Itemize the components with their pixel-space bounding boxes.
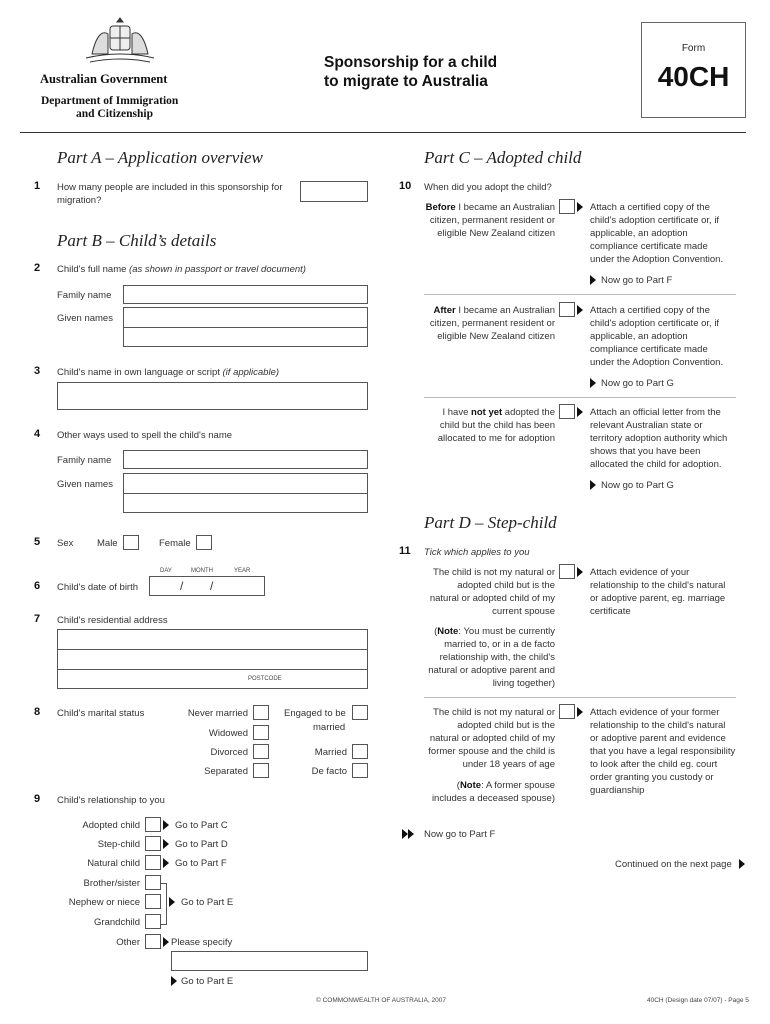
attach3-line2: relevant Australian state or bbox=[590, 420, 703, 431]
group-bracket bbox=[161, 883, 167, 925]
other-label: Other bbox=[116, 937, 140, 948]
ev2-line2: relationship to the child's natural bbox=[590, 720, 726, 731]
opt2-line4: former spouse and the child is bbox=[428, 746, 555, 757]
after-line1: I became an Australian bbox=[455, 305, 555, 316]
female-checkbox[interactable] bbox=[196, 535, 212, 550]
arrow-icon bbox=[577, 407, 583, 417]
not-yet-attach-text bbox=[590, 406, 727, 471]
attach3-line3: territory adoption authority which bbox=[590, 433, 728, 444]
q5-text: Sex bbox=[57, 538, 74, 549]
ev2-line3: or adoptive parent and evidence bbox=[590, 733, 726, 744]
step-child-checkbox[interactable] bbox=[145, 836, 161, 851]
notyet-line3: allocated to me for adoption bbox=[437, 433, 555, 444]
q2-family-name-label: Family name bbox=[57, 290, 112, 301]
q2-note: (as shown in passport or travel document) bbox=[129, 264, 306, 275]
engaged-label: Engaged to be bbox=[284, 708, 346, 719]
attach2-line1: Attach a certified copy of the bbox=[590, 305, 710, 316]
form-label: Form bbox=[681, 43, 706, 54]
adopted-child-label: Adopted child bbox=[82, 820, 140, 831]
postcode-label: POSTCODE bbox=[248, 676, 282, 682]
go-to-part-f: Go to Part F bbox=[175, 858, 227, 869]
opt2-line5: under 18 years of age bbox=[462, 759, 555, 770]
double-arrow-icon bbox=[402, 829, 416, 839]
de-facto-checkbox[interactable] bbox=[352, 763, 368, 778]
after-attach-text bbox=[590, 304, 723, 369]
notyet-line2: child but the child has been bbox=[439, 420, 555, 431]
q8-number: 8 bbox=[34, 706, 41, 718]
arrow-icon bbox=[577, 202, 583, 212]
q1-number: 1 bbox=[34, 180, 41, 192]
not-yet-checkbox[interactable] bbox=[559, 404, 575, 419]
copyright: © COMMONWEALTH OF AUSTRALIA, 2007 bbox=[316, 997, 446, 1004]
opt1-line3: natural or adopted child of my bbox=[429, 593, 555, 604]
divorced-label: Divorced bbox=[210, 747, 248, 758]
attach2-line2: child's adoption certificate or, if bbox=[590, 318, 720, 329]
q9-number: 9 bbox=[34, 793, 41, 805]
ev2-line5: to look after the child eg. court bbox=[590, 759, 718, 770]
section-divider bbox=[424, 697, 736, 698]
input-divider bbox=[58, 649, 367, 650]
opt1-line1: The child is not my natural or bbox=[433, 567, 555, 578]
attach1-line4: compliance certificate made bbox=[590, 241, 708, 252]
please-specify-label: Please specify bbox=[171, 937, 233, 948]
arrow-icon bbox=[590, 275, 596, 285]
now-go-part-f-d: Now go to Part F bbox=[424, 829, 496, 840]
go-to-part-e: Go to Part E bbox=[181, 897, 234, 908]
ev2-line4: that you have a legal responsibility bbox=[590, 746, 736, 757]
male-label: Male bbox=[97, 538, 118, 549]
note1-line3: relationship with, the child's bbox=[439, 652, 555, 663]
widowed-label: Widowed bbox=[208, 728, 248, 739]
q2-given-names-label: Given names bbox=[57, 313, 113, 324]
q3-text bbox=[57, 366, 279, 379]
q11-number: 11 bbox=[399, 545, 411, 557]
attach2-line5: under the Adoption Convention. bbox=[590, 357, 724, 368]
step-evidence1-text bbox=[590, 566, 725, 618]
part-b-heading: Part B – Child’s details bbox=[57, 231, 217, 250]
notyet-a: I have bbox=[442, 407, 472, 418]
input-divider bbox=[58, 669, 367, 670]
arrow-icon bbox=[171, 976, 177, 986]
q4-family-name-label: Family name bbox=[57, 455, 112, 466]
form-number: 40CH bbox=[657, 61, 730, 92]
brother-sister-checkbox[interactable] bbox=[145, 875, 161, 890]
married-label: Married bbox=[314, 747, 347, 758]
never-married-label: Never married bbox=[187, 708, 248, 719]
other-specify-input[interactable] bbox=[171, 951, 368, 971]
note1-line2: married to, or in a de facto bbox=[444, 639, 555, 650]
notyet-bold: not yet bbox=[471, 407, 503, 418]
now-go-part-f: Now go to Part F bbox=[601, 275, 673, 286]
attach3-line1: Attach an official letter from the bbox=[590, 407, 721, 418]
q9-text: Child's relationship to you bbox=[57, 795, 165, 806]
opt2-line1: The child is not my natural or bbox=[433, 707, 555, 718]
ev1-line2: relationship to the child's natural bbox=[590, 580, 726, 591]
input-divider bbox=[124, 493, 367, 494]
form-title-line2: to migrate to Australia bbox=[324, 73, 488, 90]
before-option-text bbox=[405, 201, 555, 240]
note2-line1: : A former spouse bbox=[481, 780, 555, 791]
after-checkbox[interactable] bbox=[559, 302, 575, 317]
note2-line2: includes a deceased spouse) bbox=[431, 793, 555, 804]
attach3-line5: allocated the child for adoption. bbox=[590, 459, 722, 470]
dept-name-line1: Department of Immigration bbox=[41, 95, 179, 107]
arrow-icon bbox=[169, 897, 175, 907]
opt1-line2: adopted child but is the bbox=[457, 580, 555, 591]
engaged-label-2: married bbox=[313, 722, 346, 733]
natural-child-checkbox[interactable] bbox=[145, 855, 161, 870]
not-yet-option-text bbox=[405, 406, 555, 445]
engaged-checkbox[interactable] bbox=[352, 705, 368, 720]
attach1-line1: Attach a certified copy of the bbox=[590, 202, 710, 213]
step-evidence2-text bbox=[590, 706, 735, 797]
nephew-niece-label: Nephew or niece bbox=[68, 897, 140, 908]
note1-line5: living together) bbox=[492, 678, 555, 689]
arrow-icon bbox=[739, 859, 745, 869]
q2-family-name-input[interactable] bbox=[123, 285, 368, 304]
grandchild-checkbox[interactable] bbox=[145, 914, 161, 929]
never-married-checkbox[interactable] bbox=[253, 705, 269, 720]
adopted-child-checkbox[interactable] bbox=[145, 817, 161, 832]
ev1-line1: Attach evidence of your bbox=[590, 567, 690, 578]
widowed-checkbox[interactable] bbox=[253, 725, 269, 740]
de-facto-label: De facto bbox=[311, 766, 347, 777]
arrow-icon bbox=[163, 820, 169, 830]
dob-input[interactable] bbox=[149, 576, 265, 596]
q10-text: When did you adopt the child? bbox=[424, 182, 552, 193]
q1-count-input[interactable] bbox=[300, 181, 368, 202]
part-d-heading: Part D – Step-child bbox=[424, 513, 557, 532]
male-checkbox[interactable] bbox=[123, 535, 139, 550]
divorced-checkbox[interactable] bbox=[253, 744, 269, 759]
part-c-heading: Part C – Adopted child bbox=[424, 148, 582, 167]
form-number-box bbox=[641, 22, 746, 118]
note1-bold: Note bbox=[437, 626, 459, 637]
input-divider bbox=[124, 327, 367, 328]
q3-note: (if applicable) bbox=[222, 367, 280, 378]
before-line3: eligible New Zealand citizen bbox=[437, 228, 555, 239]
step-option1-note: (Note: You must be currently married to, or in a de facto relationship with, the child's natural or adoptive parent and living together) bbox=[428, 626, 555, 689]
form-title-line1: Sponsorship for a child bbox=[324, 54, 498, 71]
attach2-line3: applicable, an adoption bbox=[590, 331, 688, 342]
dept-name-line2: and Citizenship bbox=[76, 108, 154, 120]
step-option2-text bbox=[405, 706, 555, 771]
after-option-text bbox=[405, 304, 555, 343]
step-option2-checkbox[interactable] bbox=[559, 704, 575, 719]
before-checkbox[interactable] bbox=[559, 199, 575, 214]
q4-number: 4 bbox=[34, 428, 41, 440]
section-divider bbox=[424, 397, 736, 398]
q4-given-names-input[interactable] bbox=[123, 473, 368, 513]
attach1-line3: applicable, an adoption bbox=[590, 228, 688, 239]
q11-text: Tick which applies to you bbox=[424, 547, 530, 558]
q8-text: Child's marital status bbox=[57, 708, 145, 719]
ev1-line3: or adoptive parent, eg. marriage bbox=[590, 593, 726, 604]
continued-next-page: Continued on the next page bbox=[615, 859, 732, 870]
ev2-line7: guardianship bbox=[590, 785, 645, 796]
after-bold: After bbox=[433, 305, 456, 316]
opt1-line4: current spouse bbox=[492, 606, 555, 617]
natural-child-label: Natural child bbox=[87, 858, 140, 869]
q4-given-names-label: Given names bbox=[57, 479, 113, 490]
step-option2-note: (Note: A former spouse includes a deceased spouse) bbox=[431, 780, 555, 804]
q3-name-input[interactable] bbox=[57, 382, 368, 410]
before-line2: citizen, permanent resident or bbox=[429, 215, 555, 226]
other-checkbox[interactable] bbox=[145, 934, 161, 949]
arrow-icon bbox=[590, 480, 596, 490]
go-to-part-d: Go to Part D bbox=[175, 839, 228, 850]
married-checkbox[interactable] bbox=[352, 744, 368, 759]
before-bold: Before bbox=[425, 202, 456, 213]
note1-line1: : You must be currently bbox=[458, 626, 555, 637]
notyet-c: adopted the bbox=[502, 407, 555, 418]
q4-family-name-input[interactable] bbox=[123, 450, 368, 469]
now-go-part-g: Now go to Part G bbox=[601, 378, 674, 389]
q7-text: Child's residential address bbox=[57, 615, 168, 626]
q2-given-names-input[interactable] bbox=[123, 307, 368, 347]
after-line2: citizen, permanent resident or bbox=[429, 318, 555, 329]
separated-checkbox[interactable] bbox=[253, 763, 269, 778]
go-to-part-c: Go to Part C bbox=[175, 820, 228, 831]
separated-label: Separated bbox=[204, 766, 248, 777]
gov-name: Australian Government bbox=[40, 72, 168, 86]
step-child-label: Step-child bbox=[97, 839, 140, 850]
q3-label: Child's name in own language or script bbox=[57, 367, 220, 378]
attach1-line2: child's adoption certificate or, if bbox=[590, 215, 720, 226]
attach1-line5: under the Adoption Convention. bbox=[590, 254, 724, 265]
dob-day-label: DAY bbox=[160, 568, 172, 574]
dob-separators: / / bbox=[180, 579, 214, 593]
dob-month-label: MONTH bbox=[191, 568, 213, 574]
q5-number: 5 bbox=[34, 536, 41, 548]
brother-sister-label: Brother/sister bbox=[83, 878, 140, 889]
q7-number: 7 bbox=[34, 613, 41, 625]
go-to-part-e-2: Go to Part E bbox=[181, 976, 234, 987]
attach2-line4: compliance certificate made bbox=[590, 344, 708, 355]
nephew-niece-checkbox[interactable] bbox=[145, 894, 161, 909]
arrow-icon bbox=[577, 707, 583, 717]
arrow-icon bbox=[577, 305, 583, 315]
dob-year-label: YEAR bbox=[234, 568, 251, 574]
section-divider bbox=[424, 294, 736, 295]
now-go-part-g-2: Now go to Part G bbox=[601, 480, 674, 491]
ev2-line1: Attach evidence of your former bbox=[590, 707, 720, 718]
header-divider bbox=[20, 132, 746, 133]
arrow-icon bbox=[163, 839, 169, 849]
q6-text: Child's date of birth bbox=[57, 582, 139, 593]
female-label: Female bbox=[159, 538, 191, 549]
coat-of-arms-logo bbox=[82, 14, 158, 70]
q6-number: 6 bbox=[34, 580, 41, 592]
after-line3: eligible New Zealand citizen bbox=[437, 331, 555, 342]
step-option1-checkbox[interactable] bbox=[559, 564, 575, 579]
before-attach-text bbox=[590, 201, 723, 266]
opt2-line3: natural or adopted child of my bbox=[429, 733, 555, 744]
part-a-heading: Part A – Application overview bbox=[57, 148, 263, 167]
q2-label: Child's full name bbox=[57, 264, 127, 275]
grandchild-label: Grandchild bbox=[94, 917, 140, 928]
q2-number: 2 bbox=[34, 262, 41, 274]
address-input[interactable] bbox=[57, 629, 368, 689]
opt2-line2: adopted child but is the bbox=[457, 720, 555, 731]
q2-text bbox=[57, 263, 306, 276]
before-line1: I became an Australian bbox=[455, 202, 555, 213]
attach3-line4: shows that you have been bbox=[590, 446, 701, 457]
note2-bold: Note bbox=[459, 780, 482, 791]
arrow-icon bbox=[163, 858, 169, 868]
ev1-line4: certificate bbox=[590, 606, 631, 617]
page-info: 40CH (Design date 07/07) - Page 5 bbox=[647, 997, 749, 1004]
q10-number: 10 bbox=[399, 180, 412, 192]
arrow-icon bbox=[577, 567, 583, 577]
arrow-icon bbox=[590, 378, 596, 388]
q4-text: Other ways used to spell the child's name bbox=[57, 430, 233, 441]
step-option1-text bbox=[405, 566, 555, 618]
arrow-icon bbox=[163, 937, 169, 947]
q3-number: 3 bbox=[34, 365, 41, 377]
q1-text-2: migration? bbox=[57, 195, 102, 206]
note1-line4: natural or adoptive parent and bbox=[428, 665, 555, 676]
ev2-line6: order granting you custody or bbox=[590, 772, 714, 783]
q1-text: How many people are included in this sponsorship for bbox=[57, 182, 283, 193]
